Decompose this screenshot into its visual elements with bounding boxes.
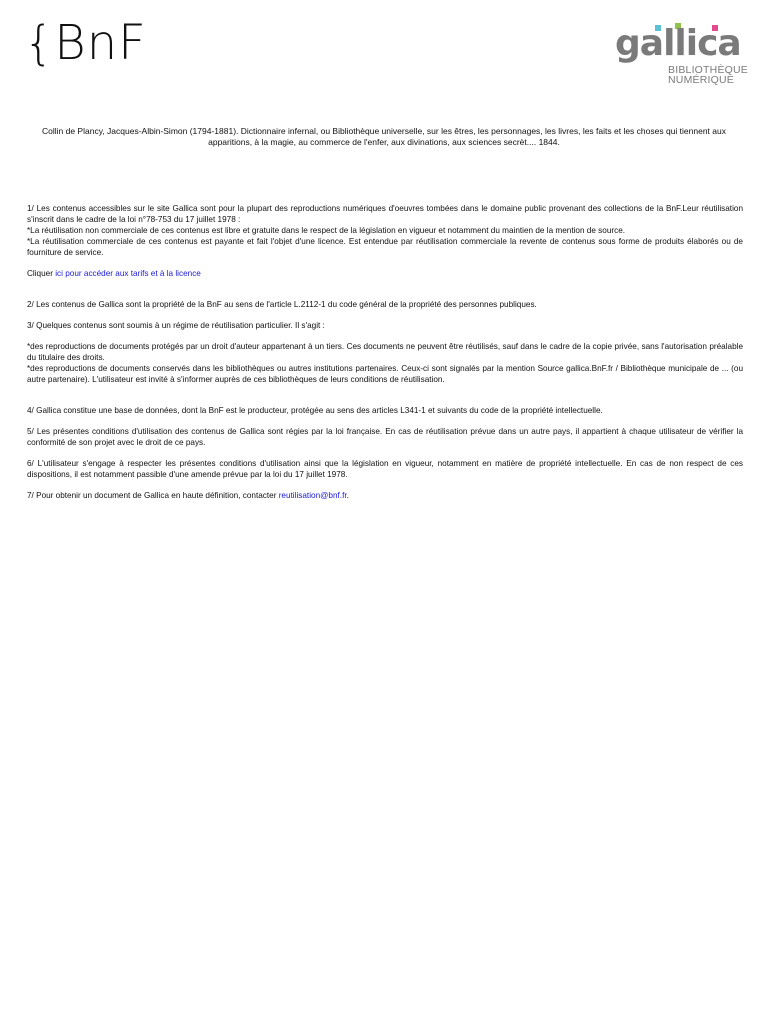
notice-paragraph-7 bbox=[27, 490, 743, 501]
notice-paragraph-3: 3/ Quelques contenus sont soumis à un régime de réutilisation particulier. Il s'agit : bbox=[27, 321, 325, 330]
gallica-subtitle-line2: NUMÉRIQUE bbox=[668, 74, 734, 86]
notice-bullet-commercial: *La réutilisation commerciale de ces contenus est payante et fait l'objet d'une licence. Est entendue par réutilisation commerciale la revente de contenus sous forme de produits élaborés ou de fourniture de service. bbox=[27, 237, 743, 257]
gallica-logo-word: gallica bbox=[615, 23, 741, 64]
document-citation: Collin de Plancy, Jacques-Albin-Simon (1794-1881). Dictionnaire infernal, ou Bibliothèque universelle, sur les êtres, les personnages, les livres, les faits et les choses qui tiennent aux apparitions, à la magie, au commerce de l'enfer, aux divinations, aux sciences secrèt.... 1844. bbox=[42, 126, 726, 147]
bnf-logo bbox=[24, 15, 147, 71]
notice-bullet-partners: *des reproductions de documents conservés dans les bibliothèques ou autres institutions partenaires. Ceux-ci sont signalés par la mention Source gallica.BnF.fr / Bibliothèque municipale de ... (ou autre partenaire). L'utilisateur est invité à s'informer auprès de ces bibliothèques de leurs conditions de réutilisation. bbox=[27, 364, 743, 384]
notice-bullet-copyright: *des reproductions de documents protégés par un droit d'auteur appartenant à un tiers. Ces documents ne peuvent être réutilisés, sauf dans le cadre de la copie privée, sans l'autorisation préalable du titulaire des droits. bbox=[27, 342, 743, 362]
bnf-brace-icon: { bbox=[24, 16, 54, 70]
license-link[interactable]: ici pour accéder aux tarifs et à la licence bbox=[55, 269, 201, 278]
contact-prefix: 7/ Pour obtenir un document de Gallica en haute définition, contacter bbox=[27, 491, 279, 500]
license-prefix: Cliquer bbox=[27, 269, 56, 278]
notice-bullet-noncommercial: *La réutilisation non commerciale de ces contenus est libre et gratuite dans le respect de la législation en vigueur et notamment du maintien de la mention de source. bbox=[27, 226, 626, 235]
contact-suffix: . bbox=[346, 491, 349, 500]
gallica-subtitle-line1: BIBLIOTHÈQUE bbox=[668, 64, 749, 76]
notice-paragraph-2: 2/ Les contenus de Gallica sont la propriété de la BnF au sens de l'article L.2112-1 du code général de la propriété des personnes publiques. bbox=[27, 300, 537, 309]
license-line bbox=[27, 268, 743, 279]
notice-paragraph-1: 1/ Les contenus accessibles sur le site Gallica sont pour la plupart des reproductions numériques d'oeuvres tombées dans le domaine public provenant des collections de la BnF.Leur réutilisation s'inscrit dans le cadre de la loi n°78-753 du 17 juillet 1978 : bbox=[27, 204, 743, 224]
bnf-logo-text: BnF bbox=[54, 15, 147, 71]
gallica-logo bbox=[613, 22, 747, 92]
contact-email-link[interactable]: reutilisation@bnf.fr bbox=[278, 491, 347, 500]
notice-paragraph-5: 5/ Les présentes conditions d'utilisation des contenus de Gallica sont régies par la loi française. En cas de réutilisation prévue dans un autre pays, il appartient à chaque utilisateur de vérifier la conformité de son projet avec le droit de ce pays. bbox=[27, 427, 743, 447]
terms-of-use-notice bbox=[27, 203, 743, 501]
gallica-logo-subtitle bbox=[668, 65, 748, 85]
notice-paragraph-4: 4/ Gallica constitue une base de données, dont la BnF est le producteur, protégée au sens des articles L341-1 et suivants du code de la propriété intellectuelle. bbox=[27, 406, 603, 415]
notice-paragraph-6: 6/ L'utilisateur s'engage à respecter les présentes conditions d'utilisation ainsi que la législation en vigueur, notamment en matière de propriété intellectuelle. En cas de non respect de ces dispositions, il est notamment passible d'une amende prévue par la loi du 17 juillet 1978. bbox=[27, 459, 743, 479]
